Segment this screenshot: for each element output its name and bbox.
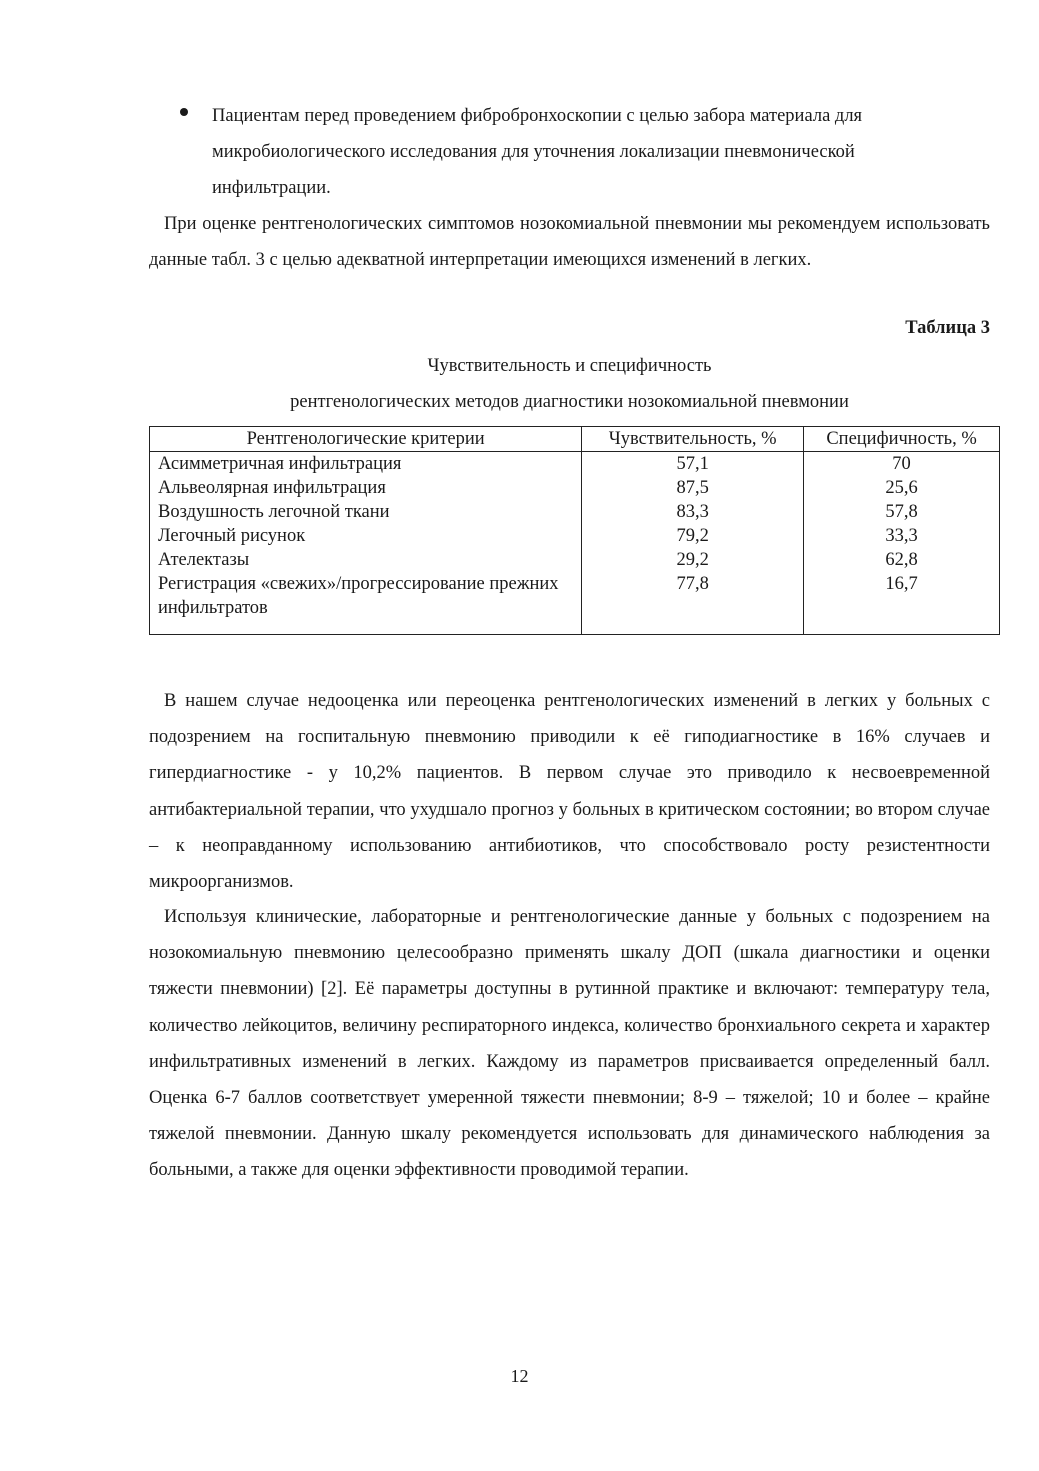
paragraph-hypodiagnostics-text: В нашем случае недооценка или переоценка рентгенологических изменений в легких у больных с подозрением на госпитальную пневмонию приводили к её гиподиагностике в 16% случаев и гипердиагностике - у 10,2% пациентов. В первом случае это приводило к несвоевременной антибактериальной терапии, что ухудшало прогноз у больных в критическом состоянии; во втором случае – к неоправданному использованию антибиотиков, что способствовало росту резистентности микроорганизмов. — [149, 691, 990, 893]
column-header: Чувствительность, % — [582, 427, 804, 452]
criterion-cell: Альвеолярная инфильтрация — [150, 476, 582, 500]
sensitivity-cell: 87,5 — [582, 476, 804, 500]
table-header-row — [150, 427, 1000, 452]
criterion-cell: Воздушность легочной ткани — [150, 500, 582, 524]
bullet-item — [175, 98, 975, 206]
specificity-cell: 33,3 — [804, 524, 1000, 548]
specificity-cell: 57,8 — [804, 500, 1000, 524]
table-row — [150, 452, 1000, 477]
table-title-line2: рентгенологических методов диагностики нозокомиальной пневмонии — [290, 392, 849, 412]
intro-paragraph — [149, 206, 990, 278]
column-header: Специфичность, % — [804, 427, 1000, 452]
criterion-cell: Ателектазы — [150, 548, 582, 572]
specificity-cell: 25,6 — [804, 476, 1000, 500]
intro-paragraph-text: При оценке рентгенологических симптомов нозокомиальной пневмонии мы рекомендуем использовать данные табл. 3 с целью адекватной интерпретации имеющихся изменений в легких. — [149, 214, 990, 271]
table-label: Таблица 3 — [905, 318, 990, 338]
specificity-cell: 16,7 — [804, 572, 1000, 635]
criterion-cell: Асимметричная инфильтрация — [150, 452, 582, 477]
table-row — [150, 524, 1000, 548]
data-table — [149, 426, 1000, 635]
sensitivity-cell: 83,3 — [582, 500, 804, 524]
page-number: 12 — [510, 1366, 529, 1386]
criterion-cell: Легочный рисунок — [150, 524, 582, 548]
table-row — [150, 548, 1000, 572]
specificity-cell: 70 — [804, 452, 1000, 477]
sensitivity-cell: 79,2 — [582, 524, 804, 548]
table-title-line1: Чувствительность и специфичность — [427, 356, 712, 376]
paragraph-dop-scale-text: Используя клинические, лабораторные и рентгенологические данные у больных с подозрением на нозокомиальную пневмонию целесообразно применять шкалу ДОП (шкала диагностики и оценки тяжести пневмонии) [2]. Её параметры доступны в рутинной практике и включают: температуру тела, количество лейкоцитов, величину респираторного индекса, количество бронхиального секрета и характер инфильтративных изменений в легких. Каждому из параметров присваивается определенный балл. Оценка 6-7 баллов соответствует умеренной тяжести пневмонии; 8-9 – тяжелой; 10 и более – крайне тяжелой пневмонии. Данную шкалу рекомендуется использовать для динамического наблюдения за больными, а также для оценки эффективности проводимой терапии. — [149, 907, 990, 1181]
table-row — [150, 572, 1000, 635]
bullet-icon — [180, 108, 188, 116]
paragraph-hypodiagnostics — [149, 683, 990, 900]
paragraph-dop-scale — [149, 899, 990, 1189]
sensitivity-cell: 57,1 — [582, 452, 804, 477]
column-header: Рентгенологические критерии — [150, 427, 582, 452]
table-row — [150, 500, 1000, 524]
bullet-text: Пациентам перед проведением фибробронхоскопии с целью забора материала для микробиологического исследования для уточнения локализации пневмонической инфильтрации. — [212, 106, 863, 198]
specificity-cell: 62,8 — [804, 548, 1000, 572]
sensitivity-cell: 77,8 — [582, 572, 804, 635]
sensitivity-cell: 29,2 — [582, 548, 804, 572]
criterion-cell: Регистрация «свежих»/прогрессирование прежних инфильтратов — [150, 572, 582, 635]
table-row — [150, 476, 1000, 500]
